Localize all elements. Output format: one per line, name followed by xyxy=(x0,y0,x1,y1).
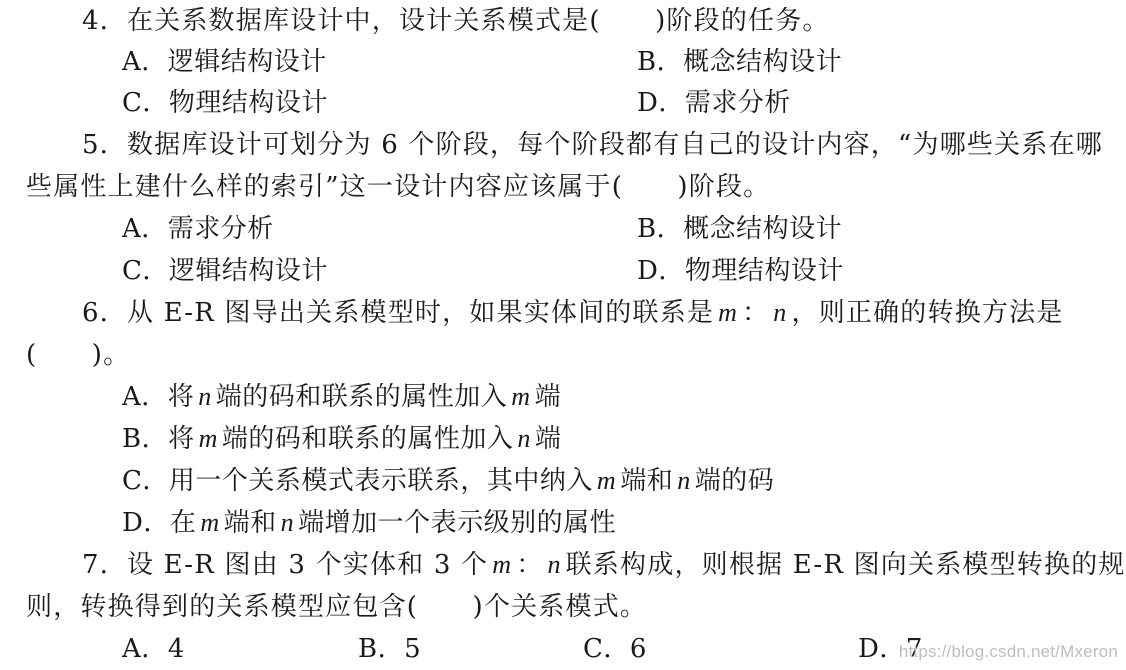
watermark: https://blog.csdn.net/Mxeron xyxy=(898,642,1118,661)
q7-stem-line2: 则，转换得到的关系模型应包含( )个关系模式。 xyxy=(26,592,648,622)
q6-option-a-var-m: m xyxy=(511,382,531,411)
q6-var-n: n xyxy=(773,298,788,327)
q5-option-b: B．概念结构设计 xyxy=(637,214,843,244)
q6-option-d xyxy=(122,502,616,544)
q4-option-b: B．概念结构设计 xyxy=(637,47,843,77)
q5-option-a: A．需求分析 xyxy=(122,214,274,244)
q6-option-a-var-n: n xyxy=(198,382,212,411)
q6-var-m: m xyxy=(718,298,739,327)
q5-stem-line2: 些属性上建什么样的索引”这一设计内容应该属于( )阶段。 xyxy=(26,172,771,202)
q7-var-n: n xyxy=(547,550,562,579)
q7-stem-part1: 7．设 E-R 图由 3 个实体和 3 个 xyxy=(82,550,489,580)
q6-option-c xyxy=(122,460,774,502)
q6-stem-part2: ，则正确的转换方法是 xyxy=(791,298,1064,328)
q6-option-a-part1: A．将 xyxy=(122,382,195,412)
q7-option-d: D．7 xyxy=(858,634,923,664)
q6-ratio: ： xyxy=(742,298,770,328)
q5-option-c: C．逻辑结构设计 xyxy=(122,256,328,286)
q6-option-b-part3: 端 xyxy=(534,424,562,454)
q6-stem-line1 xyxy=(82,292,1064,334)
q7-var-m: m xyxy=(492,550,513,579)
q6-option-c-var-n: n xyxy=(677,466,691,495)
q6-option-b-part1: B．将 xyxy=(122,424,195,454)
q7-option-a: A．4 xyxy=(122,634,185,664)
q7-stem-part2: 联系构成，则根据 E-R 图向关系模型转换的规 xyxy=(565,550,1126,580)
q6-option-d-part1: D．在 xyxy=(122,508,197,538)
q4-option-d: D．需求分析 xyxy=(637,88,791,118)
q6-option-b-var-m: m xyxy=(198,424,218,453)
q7-ratio: ： xyxy=(516,550,544,580)
q7-option-c: C．6 xyxy=(583,634,647,664)
q6-option-c-part3: 端的码 xyxy=(694,466,775,496)
q6-option-a xyxy=(122,376,561,418)
q6-option-c-part2: 端和 xyxy=(620,466,674,496)
q6-option-c-var-m: m xyxy=(596,466,617,495)
q6-option-a-part2: 端的码和联系的属性加入 xyxy=(215,382,508,412)
q5-option-d: D．物理结构设计 xyxy=(637,256,844,286)
q6-stem-line2: ( )。 xyxy=(26,340,131,370)
q6-option-b xyxy=(122,418,561,460)
q6-option-d-var-n: n xyxy=(280,508,295,537)
q7-stem-line1 xyxy=(82,544,1126,586)
q6-option-a-part3: 端 xyxy=(534,382,562,412)
q5-stem-line1: 5．数据库设计可划分为 6 个阶段，每个阶段都有自己的设计内容，“为哪些关系在哪 xyxy=(82,130,1103,160)
q6-option-d-part3: 端增加一个表示级别的属性 xyxy=(298,508,617,538)
q6-option-c-part1: C．用一个关系模式表示联系，其中纳入 xyxy=(122,466,593,496)
q4-stem: 4．在关系数据库设计中，设计关系模式是( )阶段的任务。 xyxy=(82,6,830,36)
q6-option-d-part2: 端和 xyxy=(223,508,277,538)
q7-option-b: B．5 xyxy=(358,634,422,664)
q6-option-b-part2: 端的码和联系的属性加入 xyxy=(221,424,514,454)
q4-option-a: A．逻辑结构设计 xyxy=(122,47,327,77)
q6-stem-part1: 6．从 E-R 图导出关系模型时，如果实体间的联系是 xyxy=(82,298,715,328)
q6-option-b-var-n: n xyxy=(517,424,531,453)
q6-option-d-var-m: m xyxy=(200,508,220,537)
q4-option-c: C．物理结构设计 xyxy=(122,88,328,118)
